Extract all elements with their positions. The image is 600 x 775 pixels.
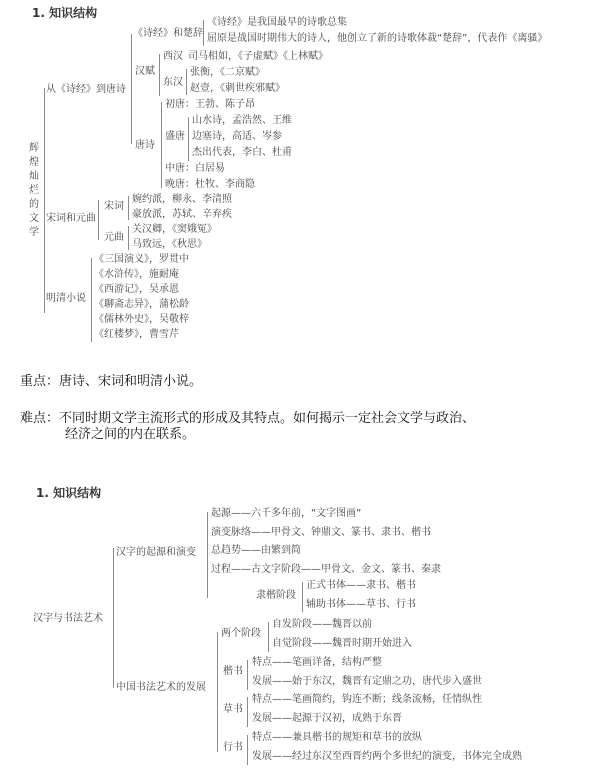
leaf: 杜牧、李商隐	[195, 179, 255, 190]
period-label: 初唐	[165, 99, 185, 110]
branch-hanzi-origin: 汉字的起源和演变	[116, 547, 196, 558]
node-yuanqu: 元曲	[104, 232, 124, 243]
root-bracket-2	[113, 548, 114, 688]
bracket-xingshu	[247, 735, 248, 765]
leaf: 发展——始于东汉，魏晋有定鼎之功，唐代步入盛世	[252, 676, 482, 687]
bracket-songci-yuanqu	[98, 200, 99, 240]
leaf: 白居易	[195, 163, 225, 174]
leaf: 过程——古文字阶段——甲骨文、金文、篆书、秦隶	[211, 564, 441, 575]
node-tangshi: 唐诗	[135, 140, 155, 151]
bracket-lishu-kaishu	[302, 582, 303, 612]
node-songci: 宋词	[104, 201, 124, 212]
leaf: 山水诗，孟浩然、王维	[192, 115, 292, 126]
bracket-hanfu	[159, 54, 160, 96]
leaf: 司马相如，《子虚赋》《上林赋》	[188, 51, 328, 62]
leaf: 屈原是战国时期伟大的诗人，他创立了新的诗歌体裁“楚辞”，代表作《离骚》	[207, 33, 548, 44]
leaf: 辅助书体——草书、行书	[306, 599, 416, 610]
novel-item: 《儒林外史》，吴敬梓	[94, 314, 189, 325]
leaf: 马致远，《秋思》	[132, 239, 207, 250]
leaf: 特点——兼具楷书的规矩和草书的放纵	[252, 732, 422, 743]
leaf: 赵壹，《刺世疾邪赋》	[190, 83, 285, 94]
novel-item: 《聊斋志异》，蒲松龄	[94, 299, 189, 310]
zhongdian-label: 重点：	[20, 374, 60, 389]
leaf: 自发阶段——魏晋以前	[272, 619, 372, 630]
bracket-shijing-tangshi	[131, 34, 132, 144]
leaf: 发展——经过东汉至西晋约两个多世纪的演变，书体完全成熟	[252, 751, 522, 762]
node-two-stages: 两个阶段	[221, 628, 261, 639]
node-shijing-chuci: 《诗经》和楚辞	[133, 28, 203, 39]
bracket-shufa	[217, 632, 218, 752]
leaf: 发展——起源于汉初，成熟于东晋	[252, 713, 402, 724]
leaf: 婉约派，柳永、李清照	[132, 194, 232, 205]
section1-heading: 1. 知识结构	[32, 6, 98, 20]
nandian-label: 难点：	[20, 411, 60, 426]
section2-heading: 1. 知识结构	[36, 486, 102, 500]
node-kaishu: 楷书	[223, 666, 243, 677]
branch-songci-yuanqu: 宋词和元曲	[46, 213, 96, 224]
branch-mingqing-xiaoshuo: 明清小说	[46, 293, 86, 304]
node-wantang: 晚唐：杜牧、李商隐	[165, 179, 255, 190]
novel-item: 《红楼梦》，曹雪芹	[94, 329, 179, 340]
bracket-kaishu	[247, 660, 248, 690]
bracket-yuanqu	[128, 226, 129, 250]
bracket-mingqing	[91, 258, 92, 342]
bracket-shengtang	[188, 117, 189, 161]
node-xihan: 西汉	[163, 51, 183, 62]
bracket-two-stages	[268, 622, 269, 652]
node-lishu-kaishu-stage: 隶楷阶段	[256, 590, 296, 601]
leaf: 特点——笔画详备，结构严整	[252, 657, 382, 668]
leaf: 总趋势——由繁到简	[211, 545, 301, 556]
root-text: 辉 煌 灿 烂 的 文 学	[29, 143, 39, 238]
period-label: 中唐	[165, 163, 185, 174]
bracket-shijing-chuci	[203, 20, 204, 46]
leaf: 杰出代表，李白、杜甫	[192, 147, 292, 158]
leaf: 演变脉络——甲骨文、钟鼎文、篆书、隶书、楷书	[211, 527, 431, 538]
leaf: 张衡，《二京赋》	[190, 67, 265, 78]
key-point-line	[20, 374, 202, 390]
leaf: 关汉卿，《窦娥冤》	[132, 224, 217, 235]
nandian-text-1: 不同时期文学主流形式的形成及其特点。如何揭示一定社会文学与政治、	[59, 411, 476, 426]
leaf: 正式书体——隶书、楷书	[306, 580, 416, 591]
node-chutang: 初唐：王勃、陈子昂	[165, 99, 255, 110]
root-hanzi-shufa: 汉字与书法艺术	[33, 613, 103, 624]
node-hanfu: 汉赋	[135, 66, 155, 77]
node-zhongtang: 中唐：白居易	[165, 163, 225, 174]
bracket-caoshu	[247, 697, 248, 727]
bracket-tangshi	[161, 102, 162, 188]
nandian-text-2: 经济之间的内在联系。	[65, 427, 196, 442]
novel-item: 《水浒传》，施耐庵	[94, 269, 179, 280]
leaf: 王勃、陈子昂	[195, 99, 255, 110]
root-label-literature	[28, 142, 40, 240]
leaf: 自觉阶段——魏晋时期开始进入	[272, 638, 412, 649]
leaf: 起源——六千多年前，“文字图画”	[211, 508, 362, 519]
node-caoshu: 草书	[223, 704, 243, 715]
bracket-songci	[128, 196, 129, 220]
branch-shijing-to-tangshi: 从《诗经》到唐诗	[46, 84, 126, 95]
node-xingshu: 行书	[223, 742, 243, 753]
zhongdian-text: 唐诗、宋词和明清小说。	[59, 374, 203, 389]
leaf: 边塞诗，高适、岑参	[192, 131, 282, 142]
difficulty-line	[20, 411, 475, 427]
root-bracket	[44, 88, 45, 313]
leaf: 豪放派，苏轼、辛弃疾	[132, 209, 232, 220]
period-label: 晚唐	[165, 179, 185, 190]
leaf: 特点——笔画简约，钩连不断；线条流畅，任情纵性	[252, 694, 482, 705]
bracket-hanzi-origin	[207, 512, 208, 598]
node-shengtang: 盛唐	[165, 131, 185, 142]
novel-item: 《三国演义》，罗贯中	[94, 254, 189, 265]
leaf: 《诗经》是我国最早的诗歌总集	[207, 17, 347, 28]
bracket-donghan	[186, 69, 187, 95]
branch-shufa-development: 中国书法艺术的发展	[116, 682, 206, 693]
node-donghan: 东汉	[163, 77, 183, 88]
novel-item: 《西游记》，吴承恩	[94, 284, 179, 295]
